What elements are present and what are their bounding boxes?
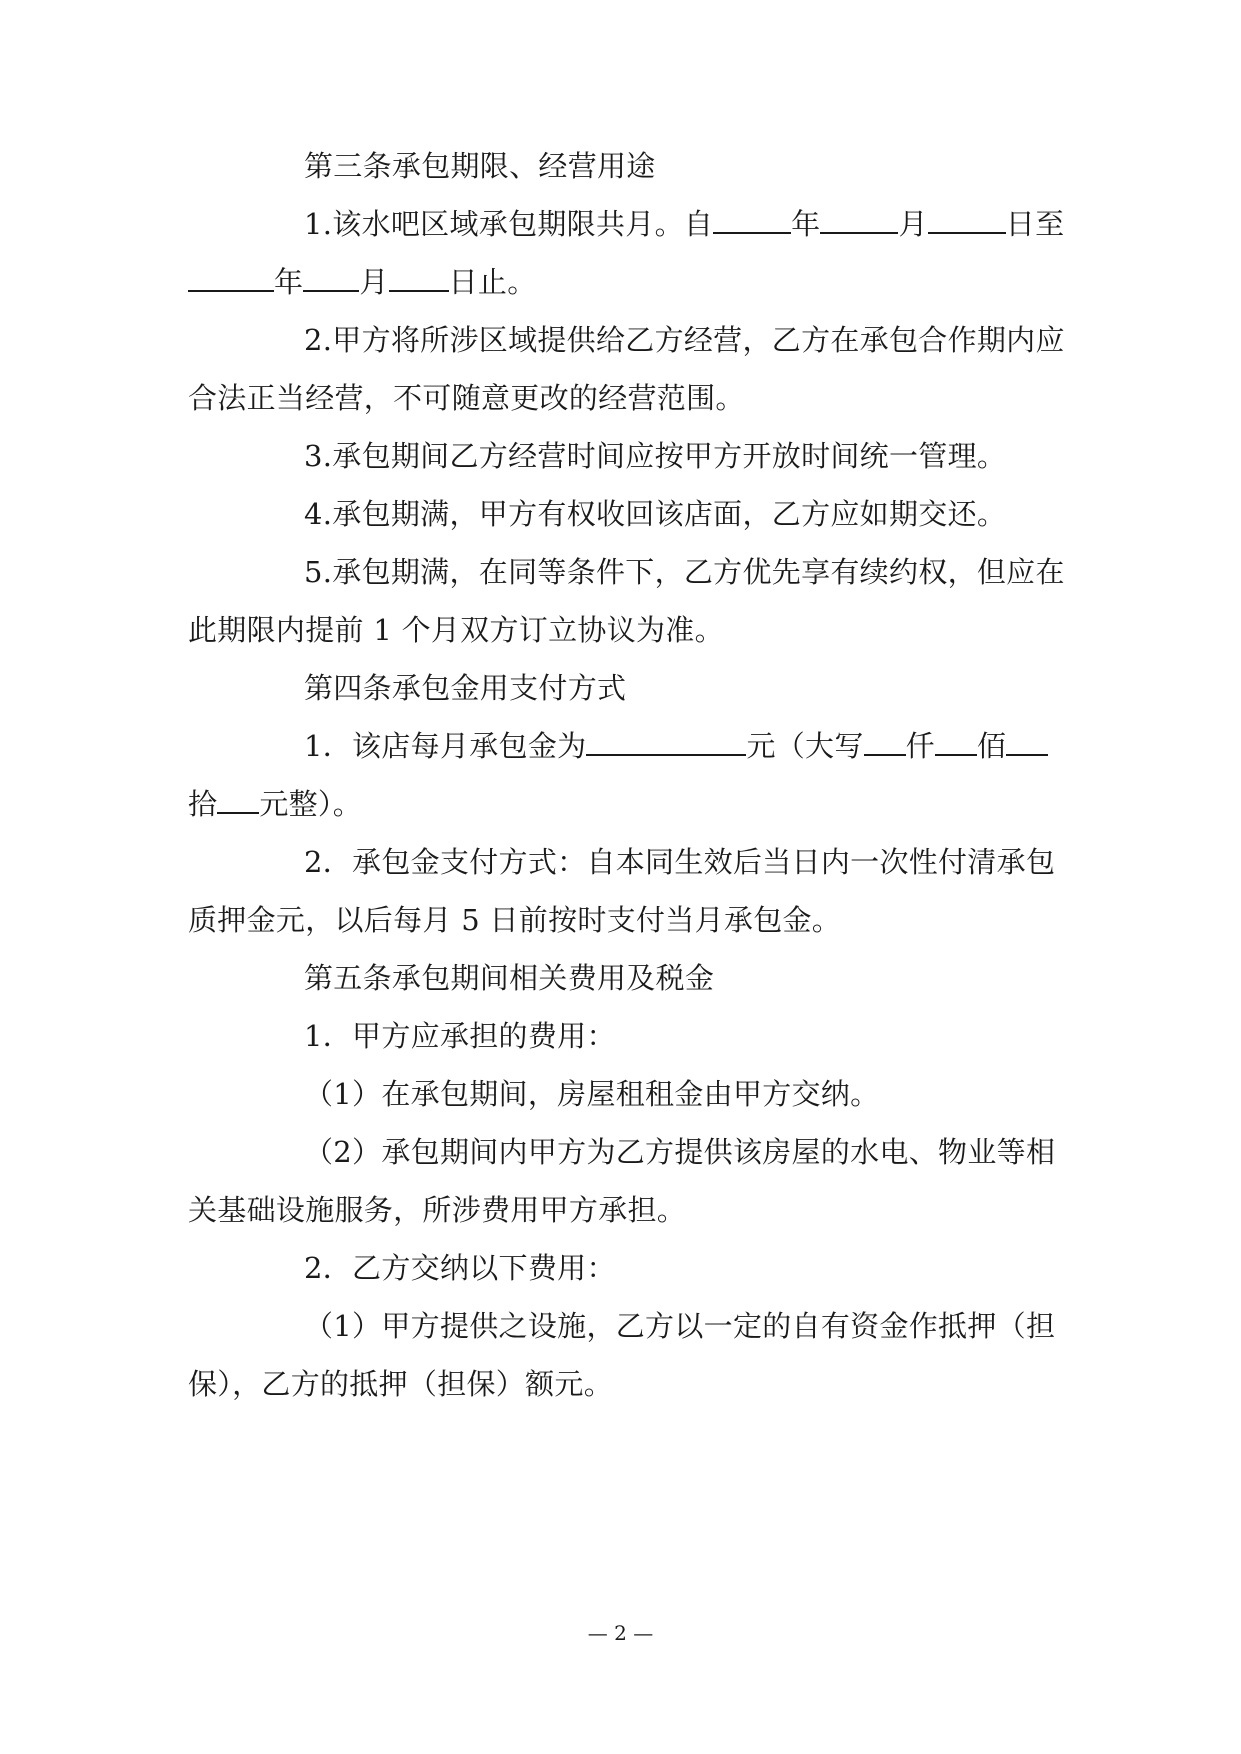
article-5-item-1-sub-2-line-2: 关基础设施服务，所涉费用甲方承担。 — [188, 1193, 687, 1227]
fill-blank — [935, 728, 977, 756]
text-fragment: 日止。 — [448, 265, 537, 299]
article-5-item-2-sub-1-line-2: 保），乙方的抵押（担保）额元。 — [188, 1367, 614, 1401]
page-number: — 2 — — [587, 1621, 654, 1645]
article-3-item-2-line-2: 合法正当经营，不可随意更改的经营范围。 — [188, 381, 745, 415]
article-3-item-3: 3.承包期间乙方经营时间应按甲方开放时间统一管理。 — [304, 439, 1007, 473]
text-fragment: 年 — [274, 265, 304, 299]
article-3-item-2-line-1: 2.甲方将所涉区域提供给乙方经营，乙方在承包合作期内应 — [304, 323, 1065, 357]
article-3-item-1-line-2 — [188, 264, 537, 300]
article-3-item-5-line-2: 此期限内提前 1 个月双方订立协议为准。 — [188, 613, 724, 647]
text-fragment: 元整）。 — [259, 787, 363, 821]
text-fragment: 1.该水吧区域承包期限共月。自 — [304, 207, 714, 241]
fill-blank — [928, 206, 1006, 234]
text-fragment: 年 — [791, 207, 821, 241]
text-fragment: 日至 — [1005, 207, 1065, 241]
fill-blank — [586, 728, 746, 756]
text-fragment: 元（大写 — [746, 729, 864, 763]
text-fragment: 仟 — [905, 729, 935, 763]
article-4-item-2-line-1: 2．承包金支付方式：自本同生效后当日内一次性付清承包 — [304, 845, 1056, 879]
text-fragment: 拾 — [188, 787, 218, 821]
article-5-item-1: 1．甲方应承担的费用： — [304, 1019, 616, 1053]
article-5-heading: 第五条承包期间相关费用及税金 — [304, 961, 715, 995]
article-5-item-2-sub-1-line-1: （1）甲方提供之设施，乙方以一定的自有资金作抵押（担 — [304, 1309, 1056, 1343]
article-4-item-2-line-2: 质押金元，以后每月 5 日前按时支付当月承包金。 — [188, 903, 842, 937]
text-fragment: 月 — [359, 265, 389, 299]
fill-blank — [713, 206, 791, 234]
fill-blank — [303, 264, 359, 292]
article-3-item-4: 4.承包期满，甲方有权收回该店面，乙方应如期交还。 — [304, 497, 1007, 531]
article-3-item-5-line-1: 5.承包期满，在同等条件下，乙方优先享有续约权，但应在 — [304, 555, 1065, 589]
fill-blank — [217, 786, 259, 814]
fill-blank — [864, 728, 906, 756]
article-4-item-1-line-2 — [188, 786, 362, 822]
fill-blank — [820, 206, 898, 234]
text-fragment: 佰 — [976, 729, 1007, 763]
article-4-item-1-line-1 — [304, 728, 1048, 764]
fill-blank — [188, 264, 274, 292]
text-fragment: 1．该店每月承包金为 — [304, 729, 587, 763]
article-3-heading: 第三条承包期限、经营用途 — [304, 149, 656, 183]
fill-blank — [389, 264, 449, 292]
article-5-item-2: 2．乙方交纳以下费用： — [304, 1251, 616, 1285]
article-3-item-1-line-1 — [304, 206, 1064, 242]
article-5-item-1-sub-2-line-1: （2）承包期间内甲方为乙方提供该房屋的水电、物业等相 — [304, 1135, 1056, 1169]
article-5-item-1-sub-1: （1）在承包期间，房屋租租金由甲方交纳。 — [304, 1077, 880, 1111]
fill-blank — [1006, 728, 1048, 756]
article-4-heading: 第四条承包金用支付方式 — [304, 671, 627, 705]
text-fragment: 月 — [898, 207, 928, 241]
